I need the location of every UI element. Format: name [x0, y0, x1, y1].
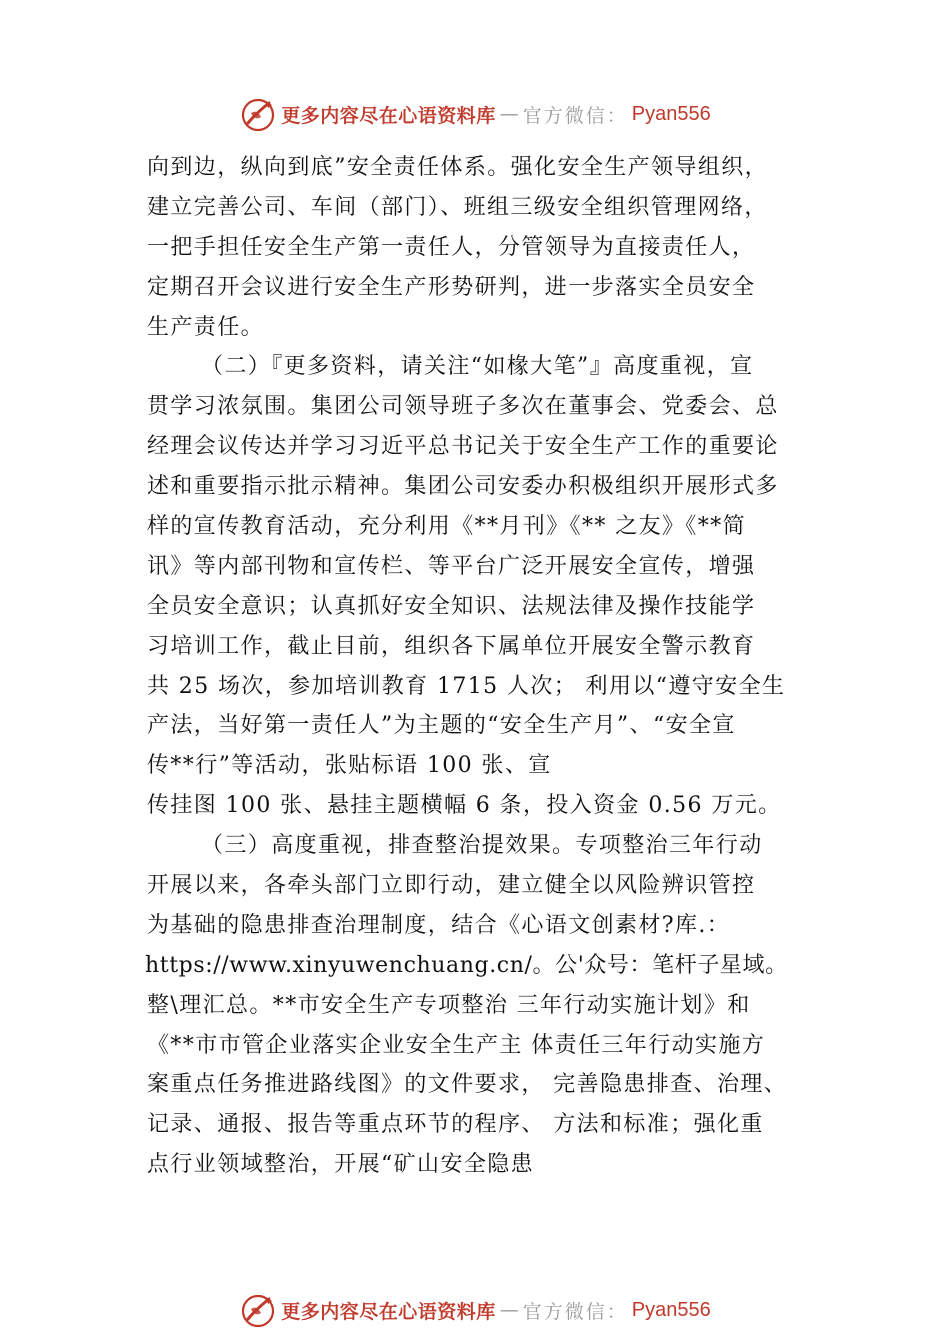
- text-line: 生产责任。: [147, 314, 265, 340]
- official-wechat-label: 官方微信：: [522, 104, 628, 127]
- text-line: 记录、通报、报告等重点环节的程序、 方法和标准；强化重: [147, 1112, 764, 1138]
- footer-banner-content: [239, 1291, 711, 1329]
- text-line: 全员安全意识；认真抓好安全知识、法规法律及操作技能学: [147, 593, 756, 619]
- text-line: 向到边，纵向到底”安全责任体系。强化安全生产领导组织，: [147, 155, 769, 180]
- text-line: 传挂图 100 张、悬挂主题横幅 6 条，投入资金 0.56 万元。: [147, 793, 782, 819]
- header-banner: [0, 92, 950, 136]
- wechat-id: Pyan556: [631, 1298, 711, 1321]
- text-line: 样的宣传教育活动，充分利用《**月刊》《** 之友》《**简: [147, 514, 746, 540]
- text-line: 经理会议传达并学习习近平总书记关于安全生产工作的重要论: [147, 434, 779, 460]
- site-name-text: 更多内容尽在心语资料库: [281, 1300, 496, 1323]
- text-line: 开展以来，各牵头部门立即行动，建立健全以风险辨识管控: [147, 873, 756, 899]
- text-line: 习培训工作，截止目前，组织各下属单位开展安全警示教育: [147, 633, 756, 659]
- footer-banner: [0, 1288, 950, 1332]
- document-body: [147, 148, 847, 1185]
- paragraph-heading-line: （二）『更多资料，请关注“如椽大笔”』高度重视，宣: [201, 354, 754, 380]
- text-line-url: https://www.xinyuwenchuang.cn/。公'众号：笔杆子星域。: [145, 952, 788, 978]
- text-line: 点行业领域整治，开展“矿山安全隐患: [147, 1152, 535, 1178]
- official-wechat-label: 官方微信：: [522, 1300, 628, 1323]
- wechat-id: Pyan556: [631, 102, 711, 125]
- pen-seal-logo-icon: [239, 1291, 277, 1329]
- text-line: 一把手担任安全生产第一责任人，分管领导为直接责任人，: [147, 234, 756, 260]
- separator-dash: —: [499, 1299, 519, 1321]
- text-line: 定期召开会议进行安全生产形势研判，进一步落实全员安全: [147, 274, 756, 300]
- text-line: 《**市市管企业落实企业安全生产主 体责任三年行动实施方: [147, 1032, 766, 1058]
- pen-seal-logo-icon: [239, 95, 277, 133]
- text-line: 产法，当好第一责任人”为主题的“安全生产月”、“安全宣: [147, 713, 736, 739]
- text-line: 整\理汇总。**市安全生产专项整治 三年行动实施计划》和: [147, 992, 751, 1018]
- text-line: 传**行”等活动，张贴标语 100 张、宣: [147, 753, 552, 779]
- text-line: 案重点任务推进路线图》的文件要求， 完善隐患排查、治理、: [147, 1072, 788, 1098]
- header-banner-content: [239, 95, 711, 133]
- separator-dash: —: [499, 103, 519, 125]
- paragraph-heading-line: （三）高度重视，排查整治提效果。专项整治三年行动: [201, 833, 763, 859]
- site-name-text: 更多内容尽在心语资料库: [281, 104, 496, 127]
- text-line: 讯》等内部刊物和宣传栏、等平台广泛开展安全宣传，增强: [147, 553, 756, 579]
- text-line: 贯学习浓氛围。集团公司领导班子多次在董事会、党委会、总: [147, 394, 779, 420]
- text-line: 共 25 场次，参加培训教育 1715 人次； 利用以“遵守安全生: [147, 673, 786, 699]
- text-line: 建立完善公司、车间（部门）、班组三级安全组织管理网络，: [147, 194, 768, 220]
- text-line: 为基础的隐患排查治理制度，结合《心语文创素材?库.：: [147, 912, 731, 938]
- text-line: 述和重要指示批示精神。集团公司安委办积极组织开展形式多: [147, 474, 779, 500]
